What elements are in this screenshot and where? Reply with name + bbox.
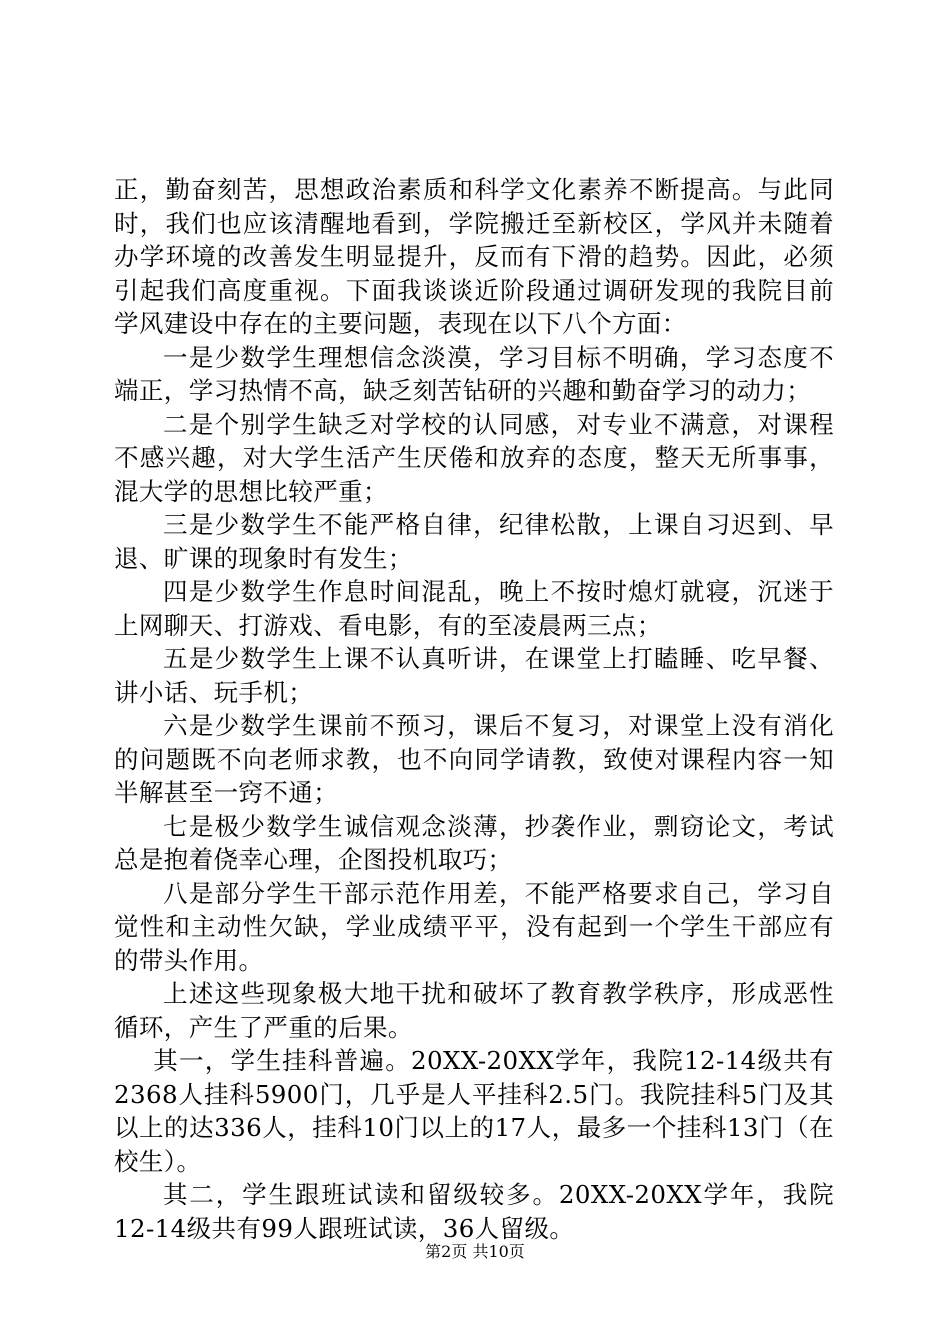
paragraph-point-4: 四是少数学生作息时间混乱，晚上不按时熄灯就寝，沉迷于上网聊天、打游戏、看电影，有的至凌晨两三点；: [114, 577, 834, 640]
document-body: [114, 173, 834, 1245]
paragraph-point-8: 八是部分学生干部示范作用差，不能严格要求自己，学习自觉性和主动性欠缺，学业成绩平平，没有起到一个学生干部应有的带头作用。: [114, 878, 834, 975]
paragraph-point-6: 六是少数学生课前不预习，课后不复习，对课堂上没有消化的问题既不向老师求教，也不向同学请教，致使对课程内容一知半解甚至一窍不通；: [114, 711, 834, 807]
paragraph-consequences: 上述这些现象极大地干扰和破坏了教育教学秩序，形成恶性循环，产生了严重的后果。: [114, 979, 834, 1042]
paragraph-point-2: 二是个别学生缺乏对学校的认同感，对专业不满意，对课程不感兴趣，对大学生活产生厌倦和放弃的态度，整天无所事事，混大学的思想比较严重；: [114, 409, 834, 506]
paragraph-intro: 正，勤奋刻苦，思想政治素质和科学文化素养不断提高。与此同时，我们也应该清醒地看到，学院搬迁至新校区，学风并未随着办学环境的改善发生明显提升，反而有下滑的趋势。因此，必须引起我们高度重视。下面我谈谈近阶段通过调研发现的我院目前学风建设中存在的主要问题，表现在以下八个方面：: [114, 175, 834, 338]
page-number-footer: 第2页 共10页: [425, 1242, 525, 1261]
paragraph-point-5: 五是少数学生上课不认真听讲，在课堂上打瞌睡、吃早餐、讲小话、玩手机；: [114, 644, 834, 707]
paragraph-point-3: 三是少数学生不能严格自律，纪律松散，上课自习迟到、早退、旷课的现象时有发生；: [114, 510, 834, 573]
paragraph-consequence-2: 其二，学生跟班试读和留级较多。20XX-20XX学年，我院12-14级共有99人跟班试读，36人留级。: [114, 1180, 834, 1243]
paragraph-point-1: 一是少数学生理想信念淡漠，学习目标不明确，学习态度不端正，学习热情不高，缺乏刻苦钻研的兴趣和勤奋学习的动力；: [114, 342, 834, 405]
paragraph-consequence-1: 其一，学生挂科普遍。20XX-20XX学年，我院12-14级共有2368人挂科5900门，几乎是人平挂科2.5门。我院挂科5门及其以上的达336人，挂科10门以上的17人，最多一个挂科13门（在校生）。: [114, 1046, 834, 1176]
paragraph-point-7: 七是极少数学生诚信观念淡薄，抄袭作业，剽窃论文，考试总是抱着侥幸心理，企图投机取巧；: [114, 811, 834, 874]
